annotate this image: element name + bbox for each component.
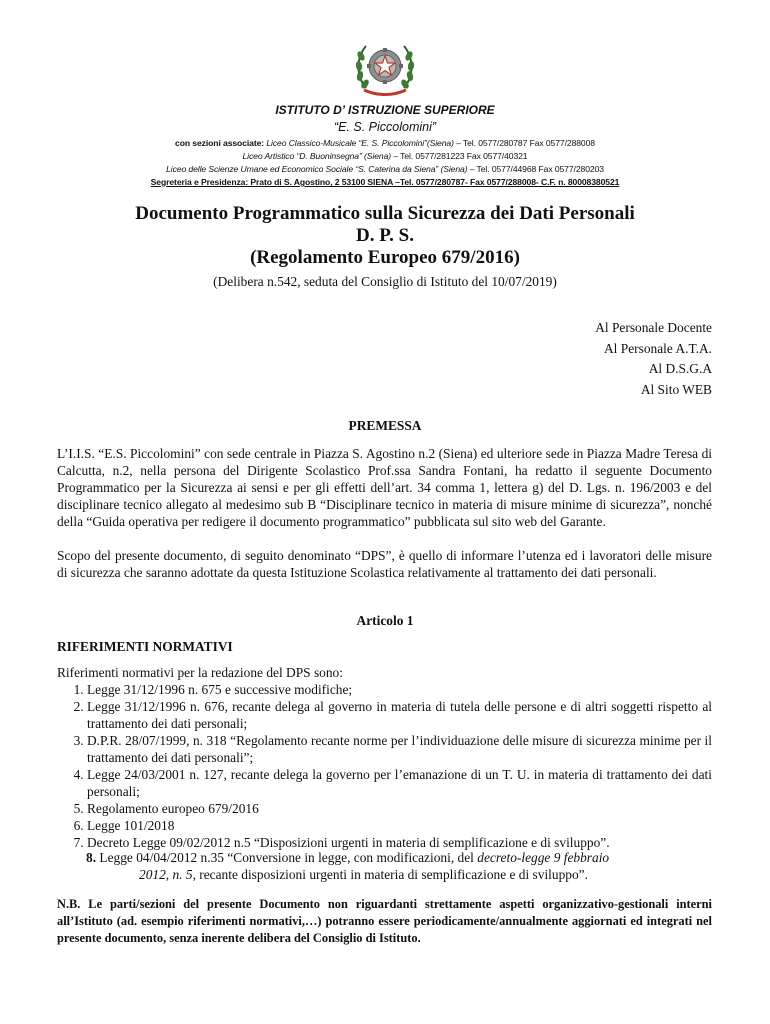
recipient: Al Personale Docente xyxy=(595,320,712,335)
item8-decree-number: 2012, n. 5 xyxy=(139,867,193,882)
recipient: Al D.S.G.A xyxy=(648,361,712,376)
references-list xyxy=(57,681,712,851)
liceo-scienze-umane-name: Liceo delle Scienze Umane ed Economico Sociale “S. Caterina da Siena” (Siena) xyxy=(166,164,468,174)
italian-republic-emblem-icon xyxy=(352,38,418,100)
list-item: 6. Legge 101/2018 xyxy=(87,817,712,834)
premessa-scope-paragraph: Scopo del presente documento, di seguito denominato “DPS”, è quello di informare l’utenza ed i lavoratori delle misure di sicurezza che saranno adottate da questa Istituzione Scolastica relativamente al trattamento dei dati personali. xyxy=(57,548,712,580)
document-title: Documento Programmatico sulla Sicurezza dei Dati Personali xyxy=(135,203,635,224)
list-item: 7. Decreto Legge 09/02/2012 n.5 “Disposizioni urgenti in materia di semplificazione e di sviluppo”. xyxy=(87,834,712,851)
articolo-heading: Articolo 1 xyxy=(356,613,414,628)
recipients-block xyxy=(595,318,712,400)
document-regulation: (Regolamento Europeo 679/2016) xyxy=(250,247,520,268)
list-item: 2. Legge 31/12/1996 n. 676, recante delega al governo in materia di tutela delle persone e di altri soggetti rispetto al trattamento dei dati personali; xyxy=(87,698,712,732)
item8-decree-title: decreto-legge 9 febbraio xyxy=(477,850,610,865)
premessa-paragraph: L’I.I.S. “E.S. Piccolomini” con sede centrale in Piazza S. Agostino n.2 (Siena) ed ulteriore sede in Piazza Madre Teresa di Calcutta, n.2, nella persona del Dirigente Scolastico Prof.ssa Sandra Fontani, ha redatto il seguente Documento Programmatico per la Sicurezza ai sensi e per gli effetti dell’art. 34 comma 1, lettera g) del D. Lgs. n. 196/2003 e del disciplinare tecnico allegato al medesimo sub B “Disciplinare tecnico in materia di misure minime di sicurezza”, nonché della “Guida operativa per redigere il documento programmatico” pubblicata sul sito web del Garante. xyxy=(57,446,712,529)
header-line-scienze-umane xyxy=(0,164,770,174)
header-line-artistico xyxy=(0,151,770,161)
premessa-heading: PREMESSA xyxy=(348,418,422,433)
header-line-segreteria: Segreteria e Presidenza: Prato di S. Agostino, 2 53100 SIENA –Tel. 0577/280787- Fax 0577/288008- C.F. n. 80008380521 xyxy=(150,177,620,187)
list-item-number: 8. xyxy=(86,850,97,865)
recipient: Al Personale A.T.A. xyxy=(604,340,712,356)
list-item: 5. Regolamento europeo 679/2016 xyxy=(87,800,712,817)
liceo-classico-contacts: – Tel. 0577/280787 Fax 0577/288008 xyxy=(456,138,595,148)
list-item-8 xyxy=(86,849,712,883)
list-item: 3. D.P.R. 28/07/1999, n. 318 “Regolamento recante norme per l’individuazione delle misure di sicurezza minime per il trattamento dei dati personali”; xyxy=(87,732,712,766)
item8-text-a: Legge 04/04/2012 n.35 “Conversione in legge, con modificazioni, del xyxy=(99,850,474,865)
liceo-artistico-name: Liceo Artistico “D. Buoninsegna” (Siena) xyxy=(242,151,392,161)
document-acronym: D. P. S. xyxy=(356,225,414,246)
school-name: “E. S. Piccolomini” xyxy=(333,120,437,134)
liceo-artistico-contacts: – Tel. 0577/281223 Fax 0577/40321 xyxy=(393,151,528,161)
riferimenti-heading: RIFERIMENTI NORMATIVI xyxy=(57,639,233,654)
nota-bene: N.B. Le parti/sezioni del presente Documento non riguardanti strettamente aspetti organizzativo-gestionali interni all’Istituto (ad. esempio riferimenti normativi,…) potranno essere periodicamente/annualmente aggiornati ed integrati nel presente documento, senza inerente delibera del Consiglio di Istituto. xyxy=(57,897,712,945)
associates-label: con sezioni associate: xyxy=(175,138,265,148)
list-item: 1. Legge 31/12/1996 n. 675 e successive modifiche; xyxy=(87,681,712,698)
institute-heading: ISTITUTO D’ ISTRUZIONE SUPERIORE xyxy=(275,103,495,117)
riferimenti-intro: Riferimenti normativi per la redazione del DPS sono: xyxy=(57,665,343,680)
recipient: Al Sito WEB xyxy=(640,381,712,397)
item8-text-b: , recante disposizioni urgenti in materia di semplificazione e di sviluppo”. xyxy=(192,867,588,882)
liceo-classico-name: Liceo Classico-Musicale “E. S. Piccolomini”(Siena) xyxy=(266,138,454,148)
delibera-note: (Delibera n.542, seduta del Consiglio di Istituto del 10/07/2019) xyxy=(213,274,557,289)
list-item: 4. Legge 24/03/2001 n. 127, recante delega la governo per l’emanazione di un T. U. in materia di trattamento dei dati personali; xyxy=(87,766,712,800)
header-line-classico xyxy=(0,138,770,148)
liceo-scienze-umane-contacts: – Tel. 0577/44968 Fax 0577/280203 xyxy=(469,164,604,174)
